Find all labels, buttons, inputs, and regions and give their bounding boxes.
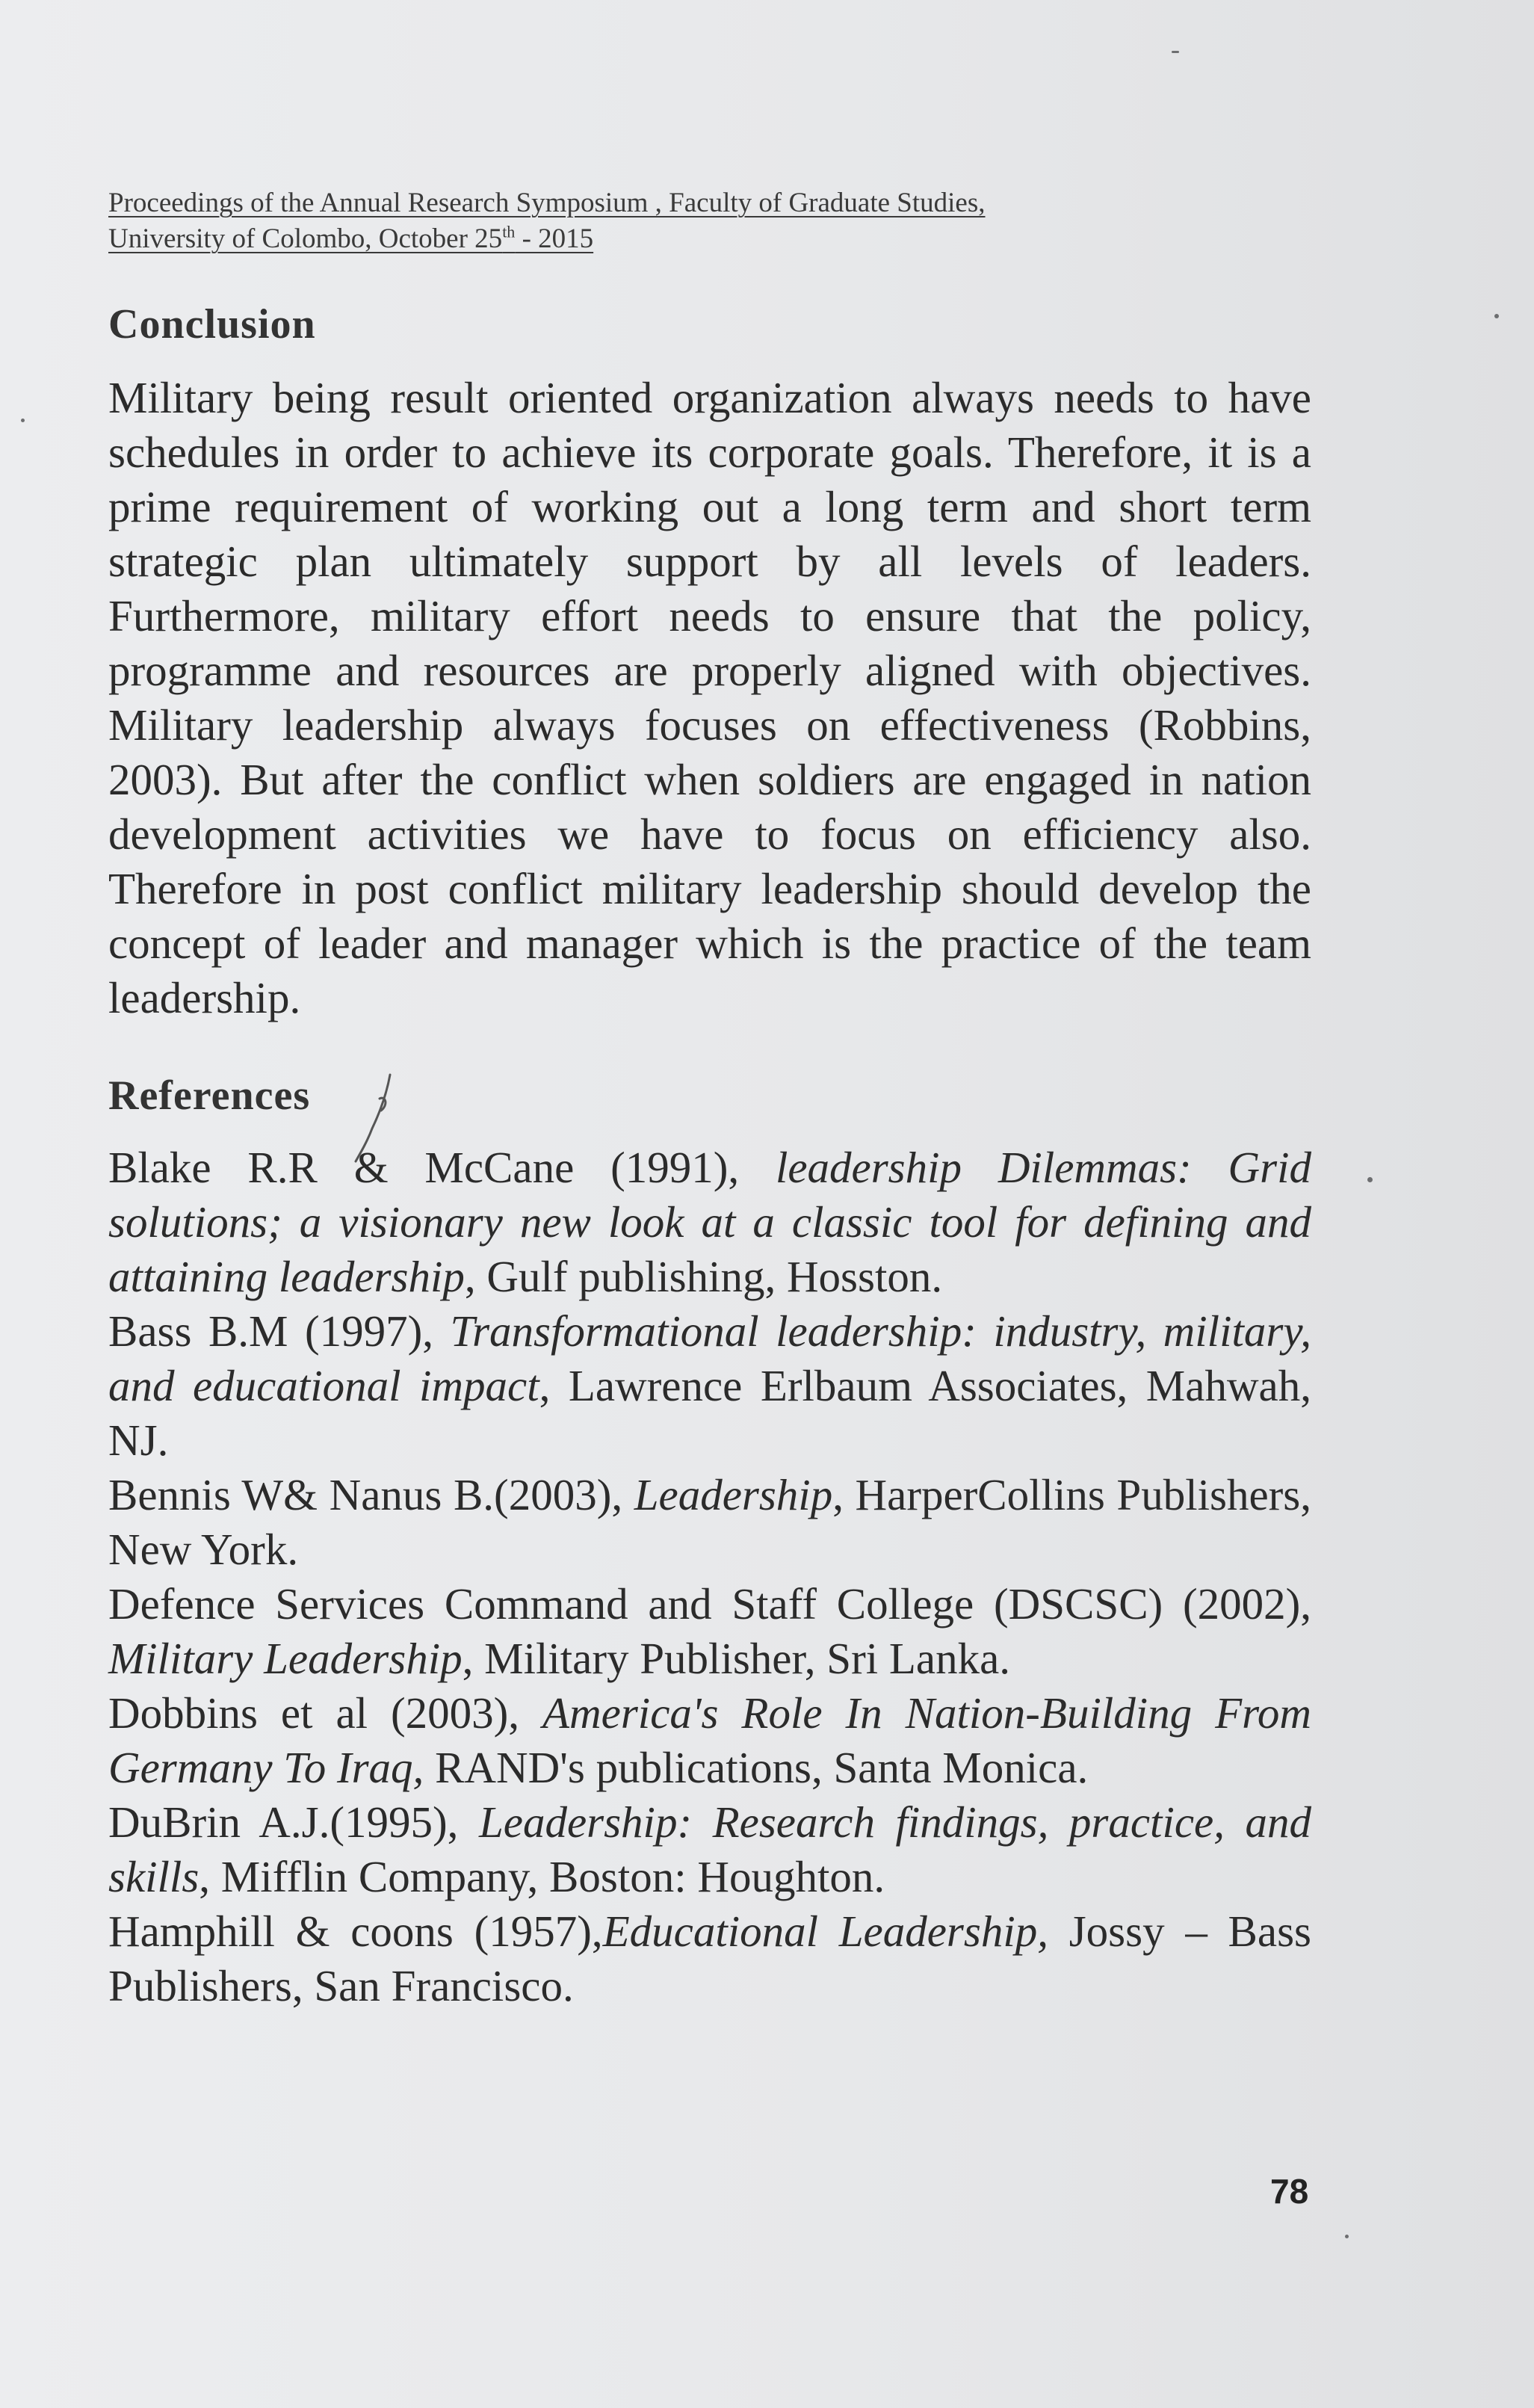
pen-mark-icon <box>351 1069 403 1166</box>
header-superscript: th <box>502 222 516 241</box>
header-line-1: Proceedings of the Annual Research Symposium , Faculty of Graduate Studies, <box>108 188 986 218</box>
reference-item: Hamphill & coons (1957),Educational Leadership, Jossy – Bass Publishers, San Francisco. <box>108 1907 1312 2010</box>
page-speck <box>1494 314 1499 318</box>
header-line-2: University of Colombo, October 25th - 2015 <box>108 222 594 254</box>
page-speck <box>1367 1177 1373 1182</box>
page-speck <box>1345 2235 1349 2238</box>
references-heading: References <box>108 1072 311 1119</box>
reference-item: DuBrin A.J.(1995), Leadership: Research findings, practice, and skills, Mifflin Company, Boston: Houghton. <box>108 1797 1312 1901</box>
page-content <box>108 185 1311 2013</box>
reference-item: Blake R.R & McCane (1991), leadership Dilemmas: Grid solutions; a visionary new look at a classic tool for defining and attaining leadership, Gulf publishing, Hosston. <box>108 1143 1311 1301</box>
conclusion-paragraph: Military being result oriented organization always needs to have schedules in order to achieve its corporate goals. Therefore, it is a prime requirement of working out a long term and short term strategic plan ultimately support by all levels of leaders. Furthermore, military effort needs to ensure that the policy, programme and resources are properly aligned with objectives. Military leadership always focuses on effectiveness (Robbins, 2003). But after the conflict when soldiers are engaged in nation development activities we have to focus on efficiency also. Therefore in post conflict military leadership should develop the concept of leader and manager which is the practice of the team leadership. <box>108 373 1311 1022</box>
conclusion-heading: Conclusion <box>108 301 316 348</box>
reference-item: Dobbins et al (2003), America's Role In Nation-Building From Germany To Iraq, RAND's publications, Santa Monica. <box>108 1688 1311 1792</box>
page-speck <box>21 419 25 422</box>
page-number: 78 <box>1270 2172 1309 2211</box>
page-speck <box>1172 51 1179 53</box>
reference-item: Bass B.M (1997), Transformational leadership: industry, military, and educational impact, Lawrence Erlbaum Associates, Mahwah, NJ. <box>108 1306 1311 1465</box>
reference-item: Defence Services Command and Staff College (DSCSC) (2002), Military Leadership, Military Publisher, Sri Lanka. <box>108 1579 1311 1683</box>
running-header <box>108 185 1311 257</box>
reference-list <box>108 1140 1311 2013</box>
reference-item: Bennis W& Nanus B.(2003), Leadership, HarperCollins Publishers, New York. <box>108 1470 1311 1574</box>
